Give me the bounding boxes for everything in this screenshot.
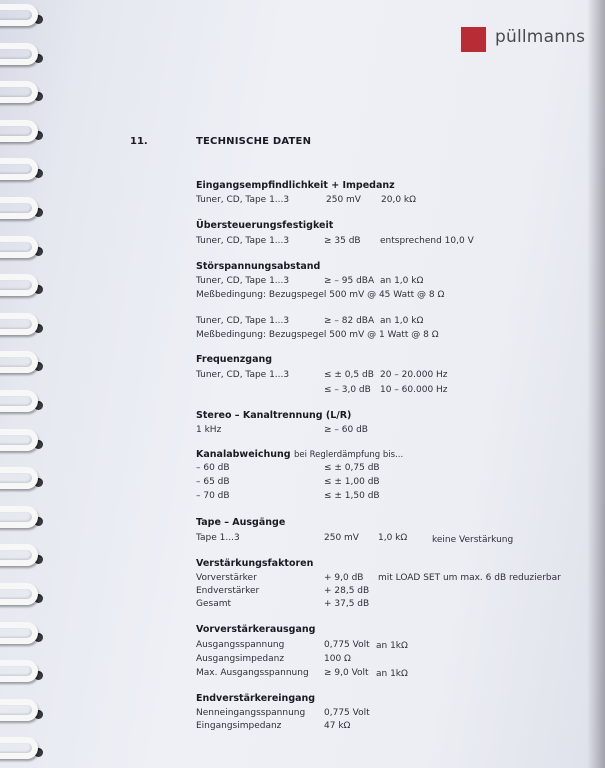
heading-kanal-note: bei Reglerdämpfung bis... [293,450,404,460]
section-title: TECHNISCHE DATEN [196,136,312,147]
uebersteuerung-value-1: ≥ 35 dB [324,236,361,246]
binding-ring [0,622,38,644]
stoer1-condition: Meßbedingung: Bezugspegel 500 mV @ 45 Watt @ 8 Ω [196,290,445,300]
vorausgang-row-3-note: an 1kΩ [376,669,408,679]
endeingang-row-2-value: 47 kΩ [324,721,351,731]
spiral-binding [0,0,48,768]
stoer2-value-1: ≥ – 82 dBA [324,316,375,326]
stereo-value: ≥ – 60 dB [324,425,368,435]
stoer2-condition: Meßbedingung: Bezugspegel 500 mV @ 1 Watt @ 8 Ω [196,330,439,340]
binding-ring [0,544,38,566]
binding-ring [0,43,38,65]
endeingang-row-2-label: Eingangsimpedanz [196,721,282,731]
section-number: 11. [130,136,148,147]
tape-value-3: keine Verstärkung [432,535,514,545]
binding-ring [0,158,38,180]
binding-ring [0,699,38,721]
stoer1-label: Tuner, CD, Tape 1...3 [196,276,290,286]
binding-ring [0,274,38,296]
vorausgang-row-3-label: Max. Ausgangsspannung [196,668,309,678]
heading-tape: Tape – Ausgänge [196,517,286,528]
endeingang-row-1-value: 0,775 Volt [324,708,370,718]
vorausgang-row-1-label: Ausgangsspannung [196,640,285,650]
verstaerkung-row-3-value: + 37,5 dB [324,599,370,609]
vorausgang-row-2-value: 100 Ω [324,654,351,664]
binding-ring [0,506,38,528]
uebersteuerung-value-2: entsprechend 10,0 V [380,236,474,246]
tape-label: Tape 1...3 [196,533,240,543]
binding-ring [0,429,38,451]
frequenz-value-2b: 10 – 60.000 Hz [380,385,448,395]
heading-stereo: Stereo – Kanaltrennung (L/R) [196,410,352,421]
verstaerkung-row-1-label: Vorverstärker [196,573,257,583]
binding-ring [0,313,38,335]
verstaerkung-row-2-value: + 28,5 dB [324,586,370,596]
binding-ring [0,4,38,26]
kanal-row-3-value: ≤ ± 1,50 dB [324,491,380,501]
frequenz-value-1a: ≤ ± 0,5 dB [324,370,374,380]
frequenz-value-2a: 20 – 20.000 Hz [380,370,448,380]
brand-logo-square [461,27,486,52]
stoer1-value-1: ≥ – 95 dBA [324,276,375,286]
vorausgang-row-3-value: ≥ 9,0 Volt [324,668,369,678]
verstaerkung-row-1-note: mit LOAD SET um max. 6 dB reduzierbar [378,573,561,583]
uebersteuerung-label: Tuner, CD, Tape 1...3 [196,236,290,246]
stoer2-value-2: an 1,0 kΩ [380,316,424,326]
vorausgang-row-1-value: 0,775 Volt [324,640,370,650]
heading-frequenz: Frequenzgang [196,354,273,365]
brand-name: püllmanns [495,27,586,47]
heading-uebersteuerung: Übersteuerungsfestigkeit [196,220,334,231]
verstaerkung-row-3-label: Gesamt [196,599,232,609]
verstaerkung-row-2-label: Endverstärker [196,586,260,596]
binding-ring [0,660,38,682]
kanal-row-2-label: – 65 dB [196,477,230,487]
binding-ring [0,197,38,219]
page-edge-shadow [587,0,605,768]
kanal-row-3-label: – 70 dB [196,491,230,501]
binding-ring [0,120,38,142]
binding-ring [0,583,38,605]
stoer2-label: Tuner, CD, Tape 1...3 [196,316,290,326]
vorausgang-row-1-note: an 1kΩ [376,641,408,651]
heading-verstaerkung: Verstärkungsfaktoren [196,558,314,569]
binding-ring [0,351,38,373]
binding-ring [0,390,38,412]
tape-value-1: 250 mV [324,533,359,543]
heading-eingang: Eingangsempfindlichkeit + Impedanz [196,180,395,191]
eingang-value-2: 20,0 kΩ [381,195,416,205]
binding-ring [0,236,38,258]
stereo-label: 1 kHz [196,425,222,435]
eingang-value-1: 250 mV [326,195,361,205]
heading-kanal [196,449,403,460]
stoer1-value-2: an 1,0 kΩ [380,276,424,286]
heading-vorausgang: Vorverstärkerausgang [196,624,316,635]
binding-ring [0,81,38,103]
heading-endeingang: Endverstärkereingang [196,693,316,704]
kanal-row-1-label: – 60 dB [196,463,230,473]
heading-kanal-text: Kanalabweichung [196,449,291,460]
frequenz-label: Tuner, CD, Tape 1...3 [196,370,290,380]
verstaerkung-row-1-value: + 9,0 dB [324,573,364,583]
binding-ring [0,467,38,489]
kanal-row-2-value: ≤ ± 1,00 dB [324,477,380,487]
binding-ring [0,737,38,759]
vorausgang-row-2-label: Ausgangsimpedanz [196,654,285,664]
eingang-label: Tuner, CD, Tape 1...3 [196,195,290,205]
endeingang-row-1-label: Nenneingangsspannung [196,708,306,718]
tape-value-2: 1,0 kΩ [378,533,408,543]
heading-stoer: Störspannungsabstand [196,261,321,272]
kanal-row-1-value: ≤ ± 0,75 dB [324,463,380,473]
frequenz-value-1b: ≤ – 3,0 dB [324,385,371,395]
